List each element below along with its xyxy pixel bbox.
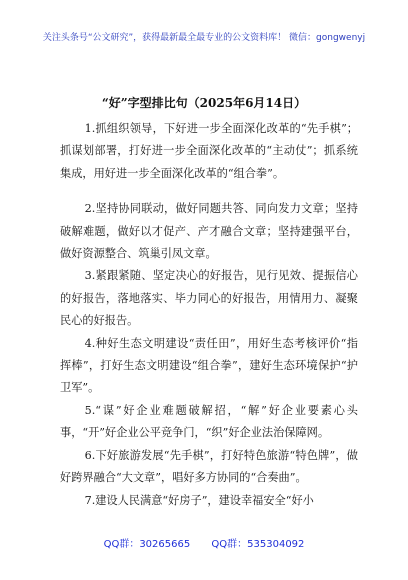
document-body xyxy=(60,118,358,512)
page-footer xyxy=(0,535,408,550)
paragraph-1: 1.抓组织领导，下好进一步全面深化改革的“先手棋”；抓谋划部署，打好进一步全面深化改革的“主动仗”；抓系统集成，用好进一步全面深化改革的“组合拳”。 xyxy=(60,122,358,180)
footer-qq-group-2: QQ群：535304092 xyxy=(211,539,305,550)
document-title: “好”字型排比句（2025年6月14日） xyxy=(101,96,307,110)
paragraph-6: 6.下好旅游发展“先手棋”，打好特色旅游“特色牌”，做好跨界融合“大文章”，唱好多方协同的“合奏曲”。 xyxy=(60,448,358,485)
paragraph-gap xyxy=(60,185,358,198)
paragraph-7: 7.建设人民满意“好房子”，建设幸福安全“好小 xyxy=(84,493,314,507)
paragraph-3: 3.紧跟紧随、坚定决心的好报告，见行见效、提振信心的好报告，落地落实、毕力同心的好报告，用情用力、凝聚民心的好报告。 xyxy=(60,269,358,328)
paragraph-2: 2.坚持协同联动，做好同题共答、同向发力文章；坚持破解难题，做好以才促产、产才融合文章；坚持建强平台，做好资源整合、筑巢引凤文章。 xyxy=(60,202,358,261)
paragraph-4: 4.种好生态文明建设“责任田”，用好生态考核评价“指挥棒”，打好生态文明建设“组合拳”，建好生态环境保护“护卫军”。 xyxy=(60,336,358,395)
paragraph-5: 5.“谋”好企业难题破解招，“解”好企业要素心头事，“开”好企业公平竞争门，“织”好企业法治保障网。 xyxy=(60,403,358,440)
page-header: 关注头条号“公文研究”，获得最新最全最专业的公文资料库！ 微信：gongwenyj xyxy=(42,33,366,43)
footer-qq-group-1: QQ群：30265665 xyxy=(103,539,191,550)
